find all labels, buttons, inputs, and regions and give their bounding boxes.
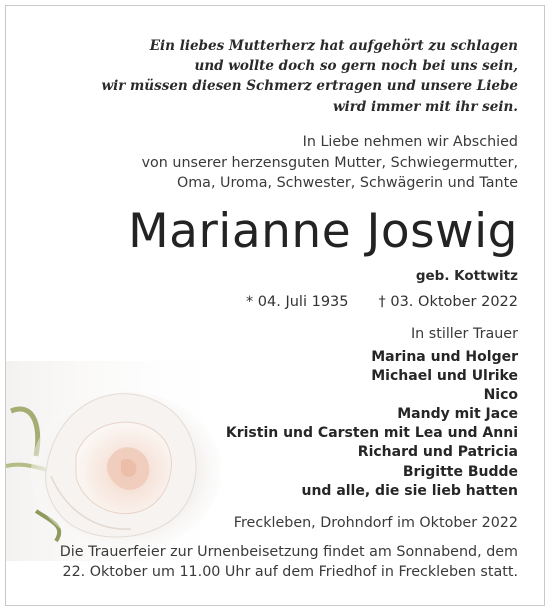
poem: [101, 36, 518, 117]
poem-line: Ein liebes Mutterherz hat aufgehört zu schlagen: [149, 38, 518, 54]
deceased-name: Marianne Joswig: [128, 204, 518, 259]
note-line: Die Trauerfeier zur Urnenbeisetzung findet am Sonnabend, dem: [59, 544, 518, 560]
funeral-note: [60, 543, 518, 582]
mourner: Marina und Holger: [371, 349, 518, 365]
mourner: Brigitte Budde: [402, 463, 518, 480]
poem-line: und wollte doch so gern noch bei uns sein,: [194, 58, 518, 75]
mourner: Richard und Patricia: [357, 444, 518, 461]
farewell-intro: [142, 132, 518, 194]
mourner: Mandy mit Jace: [397, 406, 518, 423]
mourner: Kristin und Carsten mit Lea und Anni: [225, 425, 518, 442]
mourners-label: In stiller Trauer: [410, 326, 518, 342]
intro-line: von unserer herzensguten Mutter, Schwiegermutter,: [141, 154, 518, 171]
place-and-date: Freckleben, Drohndorf im Oktober 2022: [233, 515, 518, 531]
mourner: und alle, die sie lieb hatten: [301, 482, 518, 499]
poem-line: wird immer mit ihr sein.: [332, 98, 518, 115]
life-dates: [246, 294, 518, 310]
death-date: † 03. Oktober 2022: [378, 294, 518, 310]
mourner: Nico: [483, 387, 518, 404]
intro-line: In Liebe nehmen wir Abschied: [302, 134, 518, 150]
birth-date: * 04. Juli 1935: [245, 294, 349, 310]
intro-line: Oma, Uroma, Schwester, Schwägerin und Tante: [177, 175, 518, 191]
maiden-name: geb. Kottwitz: [415, 268, 518, 284]
poem-line: wir müssen diesen Schmerz ertragen und unsere Liebe: [101, 78, 518, 95]
mourner: Michael und Ulrike: [371, 368, 518, 385]
white-rose-image: [6, 361, 241, 561]
obituary-notice: [5, 5, 545, 606]
note-line: 22. Oktober um 11.00 Uhr auf dem Friedhof in Freckleben statt.: [62, 563, 518, 580]
mourners-list: [226, 348, 518, 501]
